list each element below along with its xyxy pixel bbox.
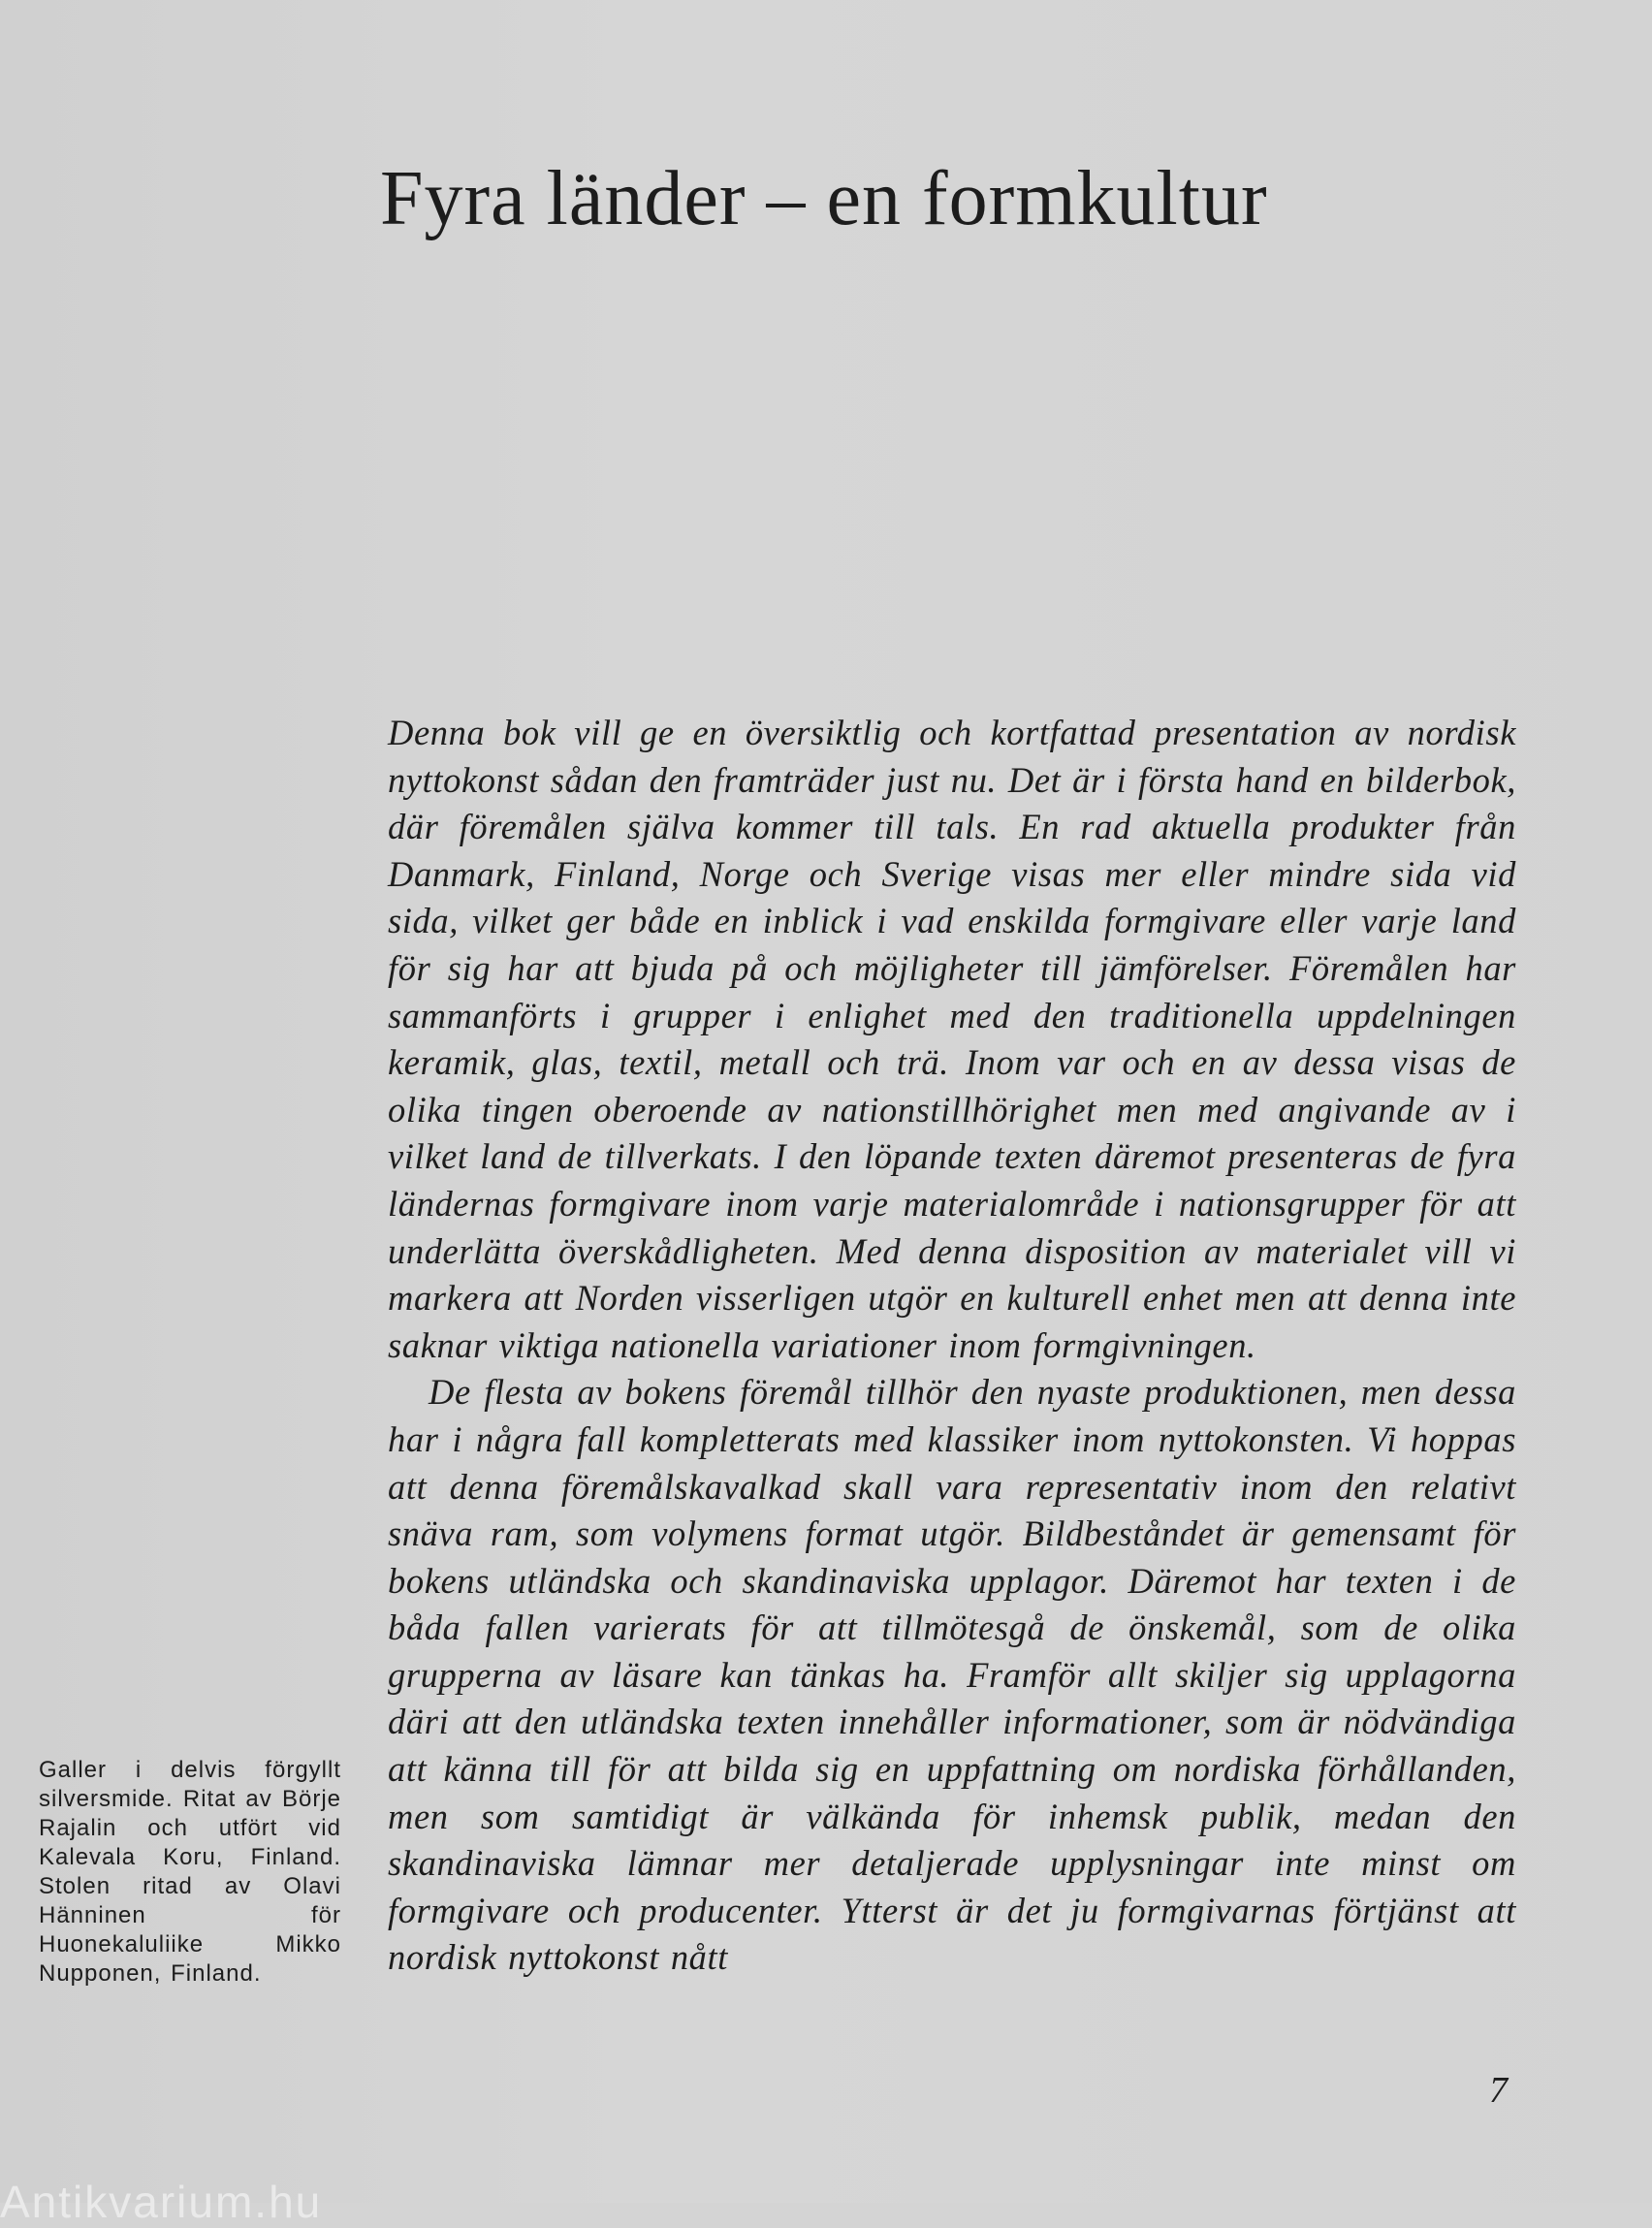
page-number: 7 [1489,2070,1508,2111]
page-title: Fyra länder – en formkultur [380,156,1268,241]
image-caption: Galler i delvis förgyllt silversmide. Ritat av Börje Rajalin och utfört vid Kalevala Koru, Finland. Stolen ritad av Olavi Hänninen för Huonekaluliike Mikko Nupponen, Finland. [39,1757,341,1987]
paragraph-2: De flesta av bokens föremål tillhör den nyaste produktionen, men dessa har i några fall kompletterats med klassiker inom nyttokonsten. Vi hoppas att denna föremålskavalkad skall vara representativ inom den relativt snäva ram, som volymens format utgör. Bildbeståndet är gemensamt för bokens utländska och skandinaviska upplagor. Däremot har texten i de båda fallen varierats för att tillmötesgå de önskemål, som de olika grupperna av läsare kan tänkas ha. Framför allt skiljer sig upplagorna däri att den utländska texten innehåller informationer, som är nödvändiga att känna till för att bilda sig en uppfattning om nordiska förhållanden, men som samtidigt är välkända för inhemsk publik, medan den skandinaviska lämnar mer detaljerade upplysningar inte minst om formgivare och producenter. Ytterst är det ju formgivarnas förtjänst att nordisk nyttokonst nått [388,1372,1516,1978]
watermark: Antikvarium.hu [0,2177,323,2227]
paragraph-1: Denna bok vill ge en översiktlig och kortfattad presentation av nordisk nyttokonst sådan den framträder just nu. Det är i första hand en bilderbok, där föremålen själva kommer till tals. En rad aktuella produkter från Danmark, Finland, Norge och Sverige visas mer eller mindre sida vid sida, vilket ger både en inblick i vad enskilda formgivare eller varje land för sig har att bjuda på och möjligheter till jämförelser. Föremålen har sammanförts i grupper i enlighet med den traditionella uppdelningen keramik, glas, textil, metall och trä. Inom var och en av dessa visas de olika tingen oberoende av nationstillhörighet men med angivande av i vilket land de tillverkats. I den löpande texten däremot presenteras de fyra ländernas formgivare inom varje materialområde i nationsgrupper för att underlätta överskådligheten. Med denna disposition av materialet vill vi markera att Norden visserligen utgör en kulturell enhet men att denna inte saknar viktiga nationella variationer inom formgivningen. [388,713,1516,1365]
body-text [388,710,1516,1982]
